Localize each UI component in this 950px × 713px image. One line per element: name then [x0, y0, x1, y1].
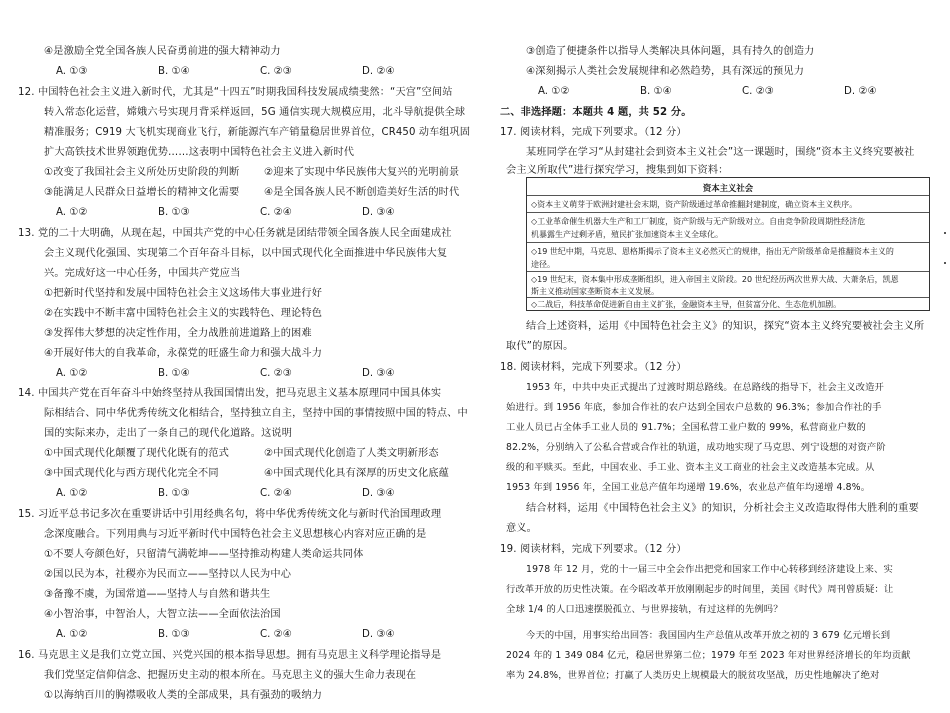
box-line: 机暴露生产过剩矛盾，殖民扩张加速资本主义全球化。 — [531, 230, 723, 239]
q14-option-1: ①中国式现代化颠覆了现代化既有的范式 — [44, 448, 230, 459]
q12-option-4: ④是全国各族人民不断创造美好生活的时代 — [264, 187, 460, 198]
q14-option-3: ③中国式现代化与西方现代化完全不同 — [44, 468, 219, 479]
q12-choices — [56, 206, 464, 219]
q13-choices — [56, 367, 464, 380]
q16-option-4: ④深刻揭示人类社会发展规律和必然趋势，具有深远的预见力 — [526, 66, 805, 77]
q13-stem-1: 13. 党的二十大明确，从现在起，中国共产党的中心任务就是团结带领全国各族人民全面建成社 — [18, 228, 452, 239]
q15-choices — [56, 628, 464, 641]
choice-c[interactable]: C. ②③ — [742, 86, 774, 97]
choice-a[interactable]: A. ①② — [56, 207, 88, 218]
box-divider — [527, 195, 929, 196]
q15-option-3: ③备豫不虞，为国常道——坚持人与自然和谐共生 — [44, 589, 271, 600]
binding-dot — [944, 262, 946, 264]
q16-stem-1: 16. 马克思主义是我们立党立国、兴党兴国的根本指导思想。拥有马克思主义科学理论指导是 — [18, 650, 442, 661]
choice-d[interactable]: D. ②④ — [844, 86, 877, 97]
box-divider — [527, 212, 929, 213]
q17-task-2: 取代”的原因。 — [506, 341, 574, 352]
q17-head: 17. 阅读材料，完成下列要求。（12 分） — [500, 127, 687, 138]
q12-stem-2: 转入常态化运营，嫦娥六号实现月背采样返回，5G 通信实现大规模应用，北斗导航提供全球 — [44, 107, 466, 118]
q18-task-2: 意义。 — [506, 523, 538, 534]
q14-stem-3: 国的实际来办，走出了一条自己的现代化道路。这说明 — [44, 428, 293, 439]
box-title: 资本主义社会 — [702, 183, 754, 193]
box-line: ◇19 世纪末，资本集中形成垄断组织，进入帝国主义阶段。20 世纪经历两次世界大战、大萧条后，凯恩 — [531, 275, 899, 284]
choice-a[interactable]: A. ①② — [538, 86, 570, 97]
q15-stem-1: 15. 习近平总书记多次在重要讲话中引用经典名句，将中华优秀传统文化与新时代治国理政理 — [18, 509, 442, 520]
q18-material-2: 始进行。到 1956 年底，参加合作社的农户达到全国农户总数的 96.3%；参加合作社的手 — [506, 402, 882, 413]
q17-material-box — [526, 177, 930, 311]
q19-material-4: 今天的中国，用事实给出回答：我国国内生产总值从改革开放之初的 3 679 亿元增长到 — [526, 630, 891, 641]
q17-task-1: 结合上述资料，运用《中国特色社会主义》的知识，探究“资本主义终究要被社会主义所 — [526, 321, 925, 332]
choice-c[interactable]: C. ②④ — [260, 488, 292, 499]
q12-option-1: ①改变了我国社会主义所处历史阶段的判断 — [44, 167, 240, 178]
q15-option-1: ①不要人夸颜色好，只留清气满乾坤——坚持推动构建人类命运共同体 — [44, 549, 364, 560]
choice-b[interactable]: B. ①③ — [158, 629, 190, 640]
q15-option-4: ④小智治事，中智治人，大智立法——全面依法治国 — [44, 609, 281, 620]
q16-option-3: ③创造了便捷条件以指导人类解决具体问题，具有持久的创造力 — [526, 46, 815, 57]
box-line: 斯主义推动国家垄断资本主义发展。 — [531, 287, 659, 296]
choice-d[interactable]: D. ③④ — [362, 629, 395, 640]
box-line: ◇二战后，科技革命促进新自由主义扩张，金融资本主导，但贫富分化、生态危机加剧。 — [531, 300, 842, 309]
q18-material-1: 1953 年，中共中央正式提出了过渡时期总路线。在总路线的指导下，社会主义改造开 — [526, 382, 885, 393]
q18-head: 18. 阅读材料，完成下列要求。（12 分） — [500, 362, 687, 373]
q12-option-3: ③能满足人民群众日益增长的精神文化需要 — [44, 187, 240, 198]
q19-material-1: 1978 年 12 月，党的十一届三中全会作出把党和国家工作中心转移到经济建设上来、实 — [526, 564, 893, 575]
q15-stem-2: 念深度融合。下列用典与习近平新时代中国特色社会主义思想核心内容对应正确的是 — [44, 529, 427, 540]
section-heading-nonchoice: 二、非选择题：本题共 4 题，共 52 分。 — [500, 107, 692, 118]
q14-option-4: ④中国式现代化具有深厚的历史文化底蕴 — [264, 468, 450, 479]
choice-d[interactable]: D. ③④ — [362, 368, 395, 379]
q13-option-1: ①把新时代坚持和发展中国特色社会主义这场伟大事业进行好 — [44, 288, 323, 299]
q18-material-6: 1953 年到 1956 年，全国工业总产值年均递增 19.6%，农业总产值年均递增 4.8%。 — [506, 482, 871, 493]
choice-c[interactable]: C. ②③ — [260, 368, 292, 379]
choice-b[interactable]: B. ①④ — [640, 86, 672, 97]
q12-stem-1: 12. 中国特色社会主义进入新时代，尤其是“十四五”时期我国科技发展成绩斐然：“天宫”空间站 — [18, 87, 453, 98]
choice-b[interactable]: B. ①④ — [158, 368, 190, 379]
q14-option-2: ②中国式现代化创造了人类文明新形态 — [264, 448, 439, 459]
q13-stem-3: 兴。完成好这一中心任务，中国共产党应当 — [44, 268, 241, 279]
choice-b[interactable]: B. ①③ — [158, 488, 190, 499]
q16-option-1: ①以海纳百川的胸襟吸收人类的全部成果，具有强劲的吸纳力 — [44, 690, 323, 701]
q16-choices — [538, 85, 946, 98]
choice-a[interactable]: A. ①② — [56, 488, 88, 499]
q11-option-4: ④是激励全党全国各族人民奋勇前进的强大精神动力 — [44, 46, 281, 57]
q18-material-4: 82.2%，分别纳入了公私合营或合作社的轨道，成功地实现了马克思、列宁设想的对资产阶 — [506, 442, 886, 453]
q16-stem-2: 我们党坚定信仰信念、把握历史主动的根本所在。马克思主义的强大生命力表现在 — [44, 670, 417, 681]
q11-choices — [56, 65, 464, 78]
q14-choices — [56, 487, 464, 500]
choice-c[interactable]: C. ②③ — [260, 66, 292, 77]
q13-option-2: ②在实践中不断丰富中国特色社会主义的实践特色、理论特色 — [44, 308, 323, 319]
choice-b[interactable]: B. ①③ — [158, 207, 190, 218]
q15-option-2: ②国以民为本，社稷亦为民而立——坚持以人民为中心 — [44, 569, 292, 580]
choice-a[interactable]: A. ①③ — [56, 66, 88, 77]
choice-b[interactable]: B. ①④ — [158, 66, 190, 77]
q12-stem-3: 精准服务；C919 大飞机实现商业飞行，新能源汽车产销量稳居世界首位，CR450 动车组巩固 — [44, 127, 471, 138]
q13-option-4: ④开展好伟大的自我革命，永葆党的旺盛生命力和强大战斗力 — [44, 348, 323, 359]
q17-stem-2: 会主义所取代”进行探究学习，搜集到如下资料： — [506, 165, 729, 176]
q18-material-5: 级的和平赎买。至此，中国农业、手工业、资本主义工商业的社会主义改造基本完成。从 — [506, 462, 875, 473]
q18-task-1: 结合材料，运用《中国特色社会主义》的知识，分析社会主义改造取得伟大胜利的重要 — [526, 503, 919, 514]
choice-d[interactable]: D. ②④ — [362, 66, 395, 77]
box-divider — [527, 271, 929, 272]
box-line: ◇19 世纪中期，马克思、恩格斯揭示了资本主义必然灭亡的规律，指出无产阶级革命是推翻资本主义的 — [531, 247, 894, 256]
box-line: ◇工业革命催生机器大生产和工厂制度，资产阶级与无产阶级对立。自由竞争阶段周期性经济危 — [531, 217, 866, 226]
q13-stem-2: 会主义现代化强国、实现第二个百年奋斗目标，以中国式现代化全面推进中华民族伟大复 — [44, 248, 448, 259]
q19-material-5: 2024 年的 1 349 084 亿元，稳居世界第二位；1979 年至 2023 年对世界经济增长的年均贡献 — [506, 650, 911, 661]
choice-c[interactable]: C. ②④ — [260, 629, 292, 640]
q19-material-3: 全球 1/4 的人口迅速摆脱孤立、与世界接轨，有过这样的先例吗？ — [506, 604, 783, 615]
box-divider — [527, 242, 929, 243]
box-line: ◇资本主义萌芽于欧洲封建社会末期，资产阶级通过革命推翻封建制度，确立资本主义秩序。 — [531, 200, 858, 209]
box-line: 途径。 — [531, 260, 555, 269]
q18-material-3: 工业人员已占全体手工业人员的 91.7%；全国私营工业户数的 99%，私营商业户数的 — [506, 422, 866, 433]
choice-c[interactable]: C. ②④ — [260, 207, 292, 218]
binding-dot — [944, 232, 946, 234]
q19-material-6: 率为 24.8%，世界首位；打赢了人类历史上规模最大的脱贫攻坚战，历史性地解决了绝对 — [506, 670, 880, 681]
q19-material-2: 行改革开放的历史性决策。在今昭改革开放刚刚起步的时间里，美国《时代》周刊曾质疑：让 — [506, 584, 894, 595]
choice-d[interactable]: D. ③④ — [362, 207, 395, 218]
q13-option-3: ③发挥伟大梦想的决定性作用，全力战胜前进道路上的困难 — [44, 328, 312, 339]
choice-a[interactable]: A. ①② — [56, 368, 88, 379]
q19-head: 19. 阅读材料，完成下列要求。（12 分） — [500, 544, 687, 555]
choice-d[interactable]: D. ③④ — [362, 488, 395, 499]
q17-stem-1: 某班同学在学习“从封建社会到资本主义社会”这一课题时，围绕“资本主义终究要被社 — [526, 147, 915, 158]
q14-stem-1: 14. 中国共产党在百年奋斗中始终坚持从我国国情出发，把马克思主义基本原理同中国具体实 — [18, 388, 442, 399]
box-divider — [527, 297, 929, 298]
choice-a[interactable]: A. ①② — [56, 629, 88, 640]
q14-stem-2: 际相结合、同中华优秀传统文化相结合，坚持独立自主，坚持中国的事情按照中国的特点、中 — [44, 408, 468, 419]
q12-option-2: ②迎来了实现中华民族伟大复兴的光明前景 — [264, 167, 460, 178]
q12-stem-4: 扩大高铁技术世界领跑优势……这表明中国特色社会主义进入新时代 — [44, 147, 355, 158]
